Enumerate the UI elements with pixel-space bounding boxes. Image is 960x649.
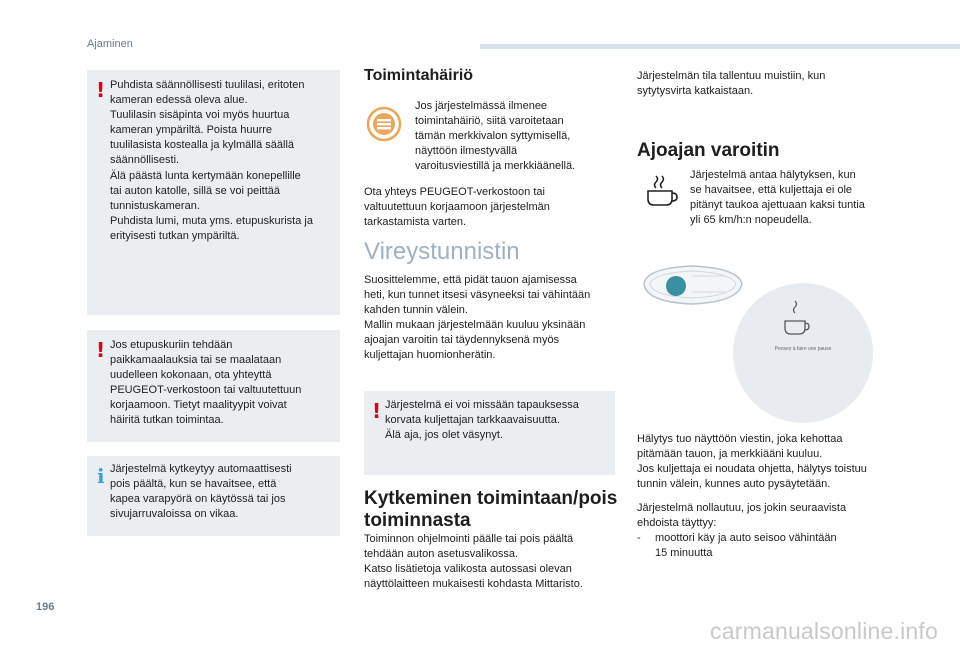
driving-time-text: Järjestelmä antaa hälytyksen, kun se havaitsee, että kuljettaja ei ole pitänyt taukoa ajettuaan kaksi tuntia yli 65 km/h:n nopeudella. bbox=[690, 169, 865, 227]
coffee-cup-icon bbox=[643, 174, 681, 208]
fatigue-text: Suosittelemme, että pidät tauon ajamisessa heti, kun tunnet itsesi väsyneeksi tai vähintään kahden tunnin välein. Mallin mukaan järjestelmään kuuluu yksinään ajoajan varoitin tai täydennyksenä myös kuljettajan huomionherätin. bbox=[364, 274, 591, 362]
page-number: 196 bbox=[36, 601, 55, 613]
info-box-spare-wheel bbox=[87, 456, 340, 536]
info-text: Järjestelmä kytkeytyy automaattisesti pois päältä, kun se havaitsee, että kapea varapyörä on käytössä tai jos sivujarruvaloissa on vikaa. bbox=[110, 463, 292, 521]
warning-text: Järjestelmä ei voi missään tapauksessa korvata kuljettajan tarkkaavaisuutta. Älä aja, jos olet väsynyt. bbox=[385, 399, 579, 442]
info-icon: i bbox=[97, 464, 105, 488]
toggle-text: Toiminnon ohjelmointi päälle tai pois päältä tehdään auton asetusvalikossa. Katso lisätietoja valikosta autossasi olevan näyttölaitteen mukaisesti kohdasta Mittaristo. bbox=[364, 533, 583, 591]
header-bar bbox=[480, 44, 960, 49]
section-label: Ajaminen bbox=[87, 38, 133, 50]
malfunction-heading: Toimintahäiriö bbox=[364, 67, 474, 84]
display-message: Pensez à faire une pause bbox=[774, 346, 832, 352]
warning-text: Puhdista säännöllisesti tuulilasi, eritoten kameran edessä oleva alue. Tuulilasin sisäpinta voi myös huurtua kameran ympäriltä. Poista huurre tuulilasista kostealla ja kylmällä säällä säännöllisesti. Älä päästä lunta kertymään konepellille tai auton katolle, sillä se voi peittää tunnistuskameran. Puhdista lumi, muta yms. etupuskurista ja erityisesti tutkan ympäriltä. bbox=[110, 79, 313, 242]
warning-box-paint bbox=[87, 330, 340, 442]
instrument-cluster-illustration bbox=[640, 262, 745, 307]
warning-text: Jos etupuskuriin tehdään paikkamaalauksia tai se maalataan uudelleen kokonaan, ota yhteyttä PEUGEOT-verkostoon tai valtuutettuun korjaamoon. Tietyt maalityypit voivat häiritä tutkan toimintaa. bbox=[110, 339, 302, 427]
warning-box-camera bbox=[87, 70, 340, 315]
reset-list-item: - moottori käy ja auto seisoo vähintään 15 minuutta bbox=[637, 532, 837, 560]
warning-icon: ! bbox=[96, 338, 106, 362]
malfunction-text: Jos järjestelmässä ilmenee toimintahäiriö, siitä varoitetaan tämän merkkivalon syttymisellä, näyttöön ilmestyvällä varoitusviestillä ja merkkiäänellä. bbox=[415, 100, 576, 173]
warning-icon: ! bbox=[372, 399, 382, 423]
toggle-heading: Kytkeminen toimintaan/pois toiminnasta bbox=[364, 488, 618, 531]
memory-text: Järjestelmän tila tallentuu muistiin, kun sytytysvirta katkaistaan. bbox=[637, 70, 826, 98]
warning-icon: ! bbox=[96, 78, 106, 102]
display-zoom-circle bbox=[733, 283, 873, 423]
reset-text: Järjestelmä nollautuu, jos jokin seuraavista ehdoista täyttyy: - moottori käy ja auto seisoo vähintään 15 minuutta bbox=[637, 501, 917, 561]
driving-time-heading: Ajoajan varoitin bbox=[637, 140, 780, 161]
fatigue-detector-heading: Vireystunnistin bbox=[364, 238, 520, 265]
alert-text: Hälytys tuo näyttöön viestin, joka kehottaa pitämään tauon, ja merkkiääni kuuluu. Jos kuljettaja ei noudata ohjetta, hälytys toistuu tunnin välein, kunnes auto pysäytetään. bbox=[637, 433, 867, 491]
service-wrench-warning-icon bbox=[366, 106, 402, 142]
warning-box-attention bbox=[364, 391, 615, 475]
contact-text: Ota yhteys PEUGEOT-verkostoon tai valtuutettuun korjaamoon järjestelmän tarkastamista varten. bbox=[364, 186, 550, 229]
watermark: carmanualsonline.info bbox=[710, 618, 938, 644]
